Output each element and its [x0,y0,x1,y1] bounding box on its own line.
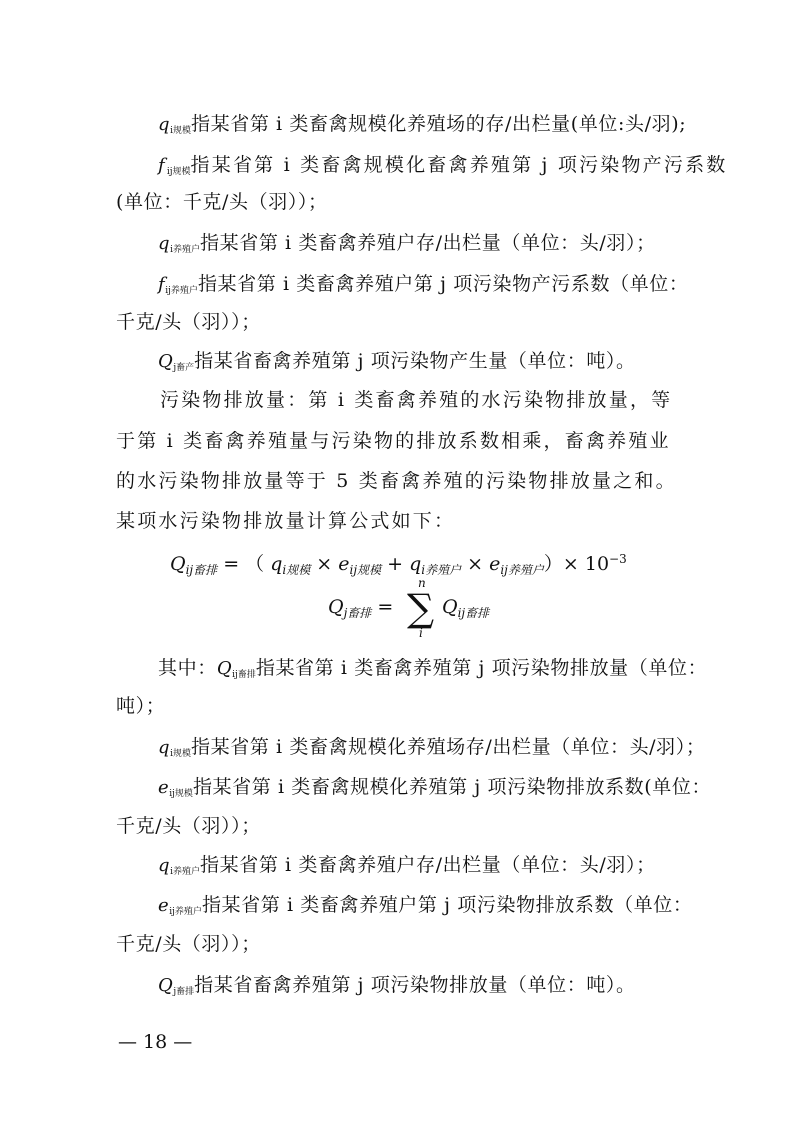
symbol-q-scale-2: $q_{i规模}$ [158,737,192,759]
definition-f-household: $f_{ij养殖户}$指某省第 i 类畜禽养殖户第 j 项污染物产污系数（单位： [158,273,689,296]
symbol-f-household: $f_{ij养殖户}$ [158,274,198,296]
symbol-Q-emission-total: $Q_{j畜排}$ [158,975,195,997]
summation-formula: $Q_{j畜排}$ = n ∑ i $Q_{ij畜排}$ [328,576,490,640]
definition-q-scale-2: $q_{i规模}$指某省第 i 类畜禽规模化养殖场存/出栏量（单位：头/羽）； [158,736,706,759]
sigma-symbol: n ∑ i [407,576,435,640]
definition-f-scale: $f_{ij规模}$指某省第 i 类畜禽规模化畜禽养殖第 j 项污染物产污系数 [158,154,728,177]
paragraph-emission-line-2: 于第 i 类畜禽养殖量与污染物的排放系数相乘，畜禽养殖业 [116,430,671,452]
page-number: — 18 — [118,1031,193,1053]
symbol-e-household: $e_{ij养殖户}$ [158,895,202,917]
paragraph-emission-line-4: 某项水污染物排放量计算公式如下： [116,510,456,532]
symbol-Q-production: $Q_{j畜产}$ [158,351,195,373]
definition-Q-emission-unit: 吨）； [116,695,166,717]
emission-formula: $Q_{ij畜排}$ = （ $q_{i规模} \times e_{ij规模} + q_{i养殖户} \times e_{ij养殖户})\times 10^{-3}$ [170,552,627,577]
symbol-f-scale: $f_{ij规模}$ [158,155,191,177]
definition-q-household: $q_{i养殖户}$指某省第 i 类畜禽养殖户存/出栏量（单位：头/羽）； [158,232,656,255]
definition-q-household-2: $q_{i养殖户}$指某省第 i 类畜禽养殖户存/出栏量（单位：头/羽）； [158,854,656,877]
symbol-q-scale: $q_{i规模}$ [158,114,192,136]
paragraph-emission-line-3: 的水污染物排放量等于 5 类畜禽养殖的污染物排放量之和。 [116,470,677,492]
symbol-e-scale: $e_{ij规模}$ [158,777,193,799]
definition-q-scale: $q_{i规模}$指某省第 i 类畜禽规模化养殖场的存/出栏量(单位:头/羽); [158,113,687,136]
definition-e-household-unit: 千克/头（羽））； [116,933,261,955]
definition-f-household-unit: 千克/头（羽））； [116,311,261,333]
definition-Q-emission: 其中：$Q_{ij畜排}$指某省第 i 类畜禽养殖第 j 项污染物排放量（单位： [158,657,708,680]
definition-Q-production: $Q_{j畜产}$指某省畜禽养殖第 j 项污染物产生量（单位：吨）。 [158,350,636,373]
paragraph-emission-line-1: 污染物排放量：第 i 类畜禽养殖的水污染物排放量，等 [160,389,673,411]
definition-e-household: $e_{ij养殖户}$指某省第 i 类畜禽养殖户第 j 项污染物排放系数（单位： [158,894,693,917]
definition-e-scale-unit: 千克/头（羽））； [116,815,261,837]
definition-Q-emission-total: $Q_{j畜排}$指某省畜禽养殖第 j 项污染物排放量（单位：吨）。 [158,974,636,997]
symbol-q-household-2: $q_{i养殖户}$ [158,855,201,877]
symbol-q-household: $q_{i养殖户}$ [158,233,201,255]
definition-e-scale: $e_{ij规模}$指某省第 i 类畜禽规模化养殖第 j 项污染物排放系数(单位： [158,776,712,799]
symbol-Q-emission: $Q_{ij畜排}$ [216,658,256,680]
definition-f-scale-unit: (单位：千克/头（羽））； [116,191,328,213]
